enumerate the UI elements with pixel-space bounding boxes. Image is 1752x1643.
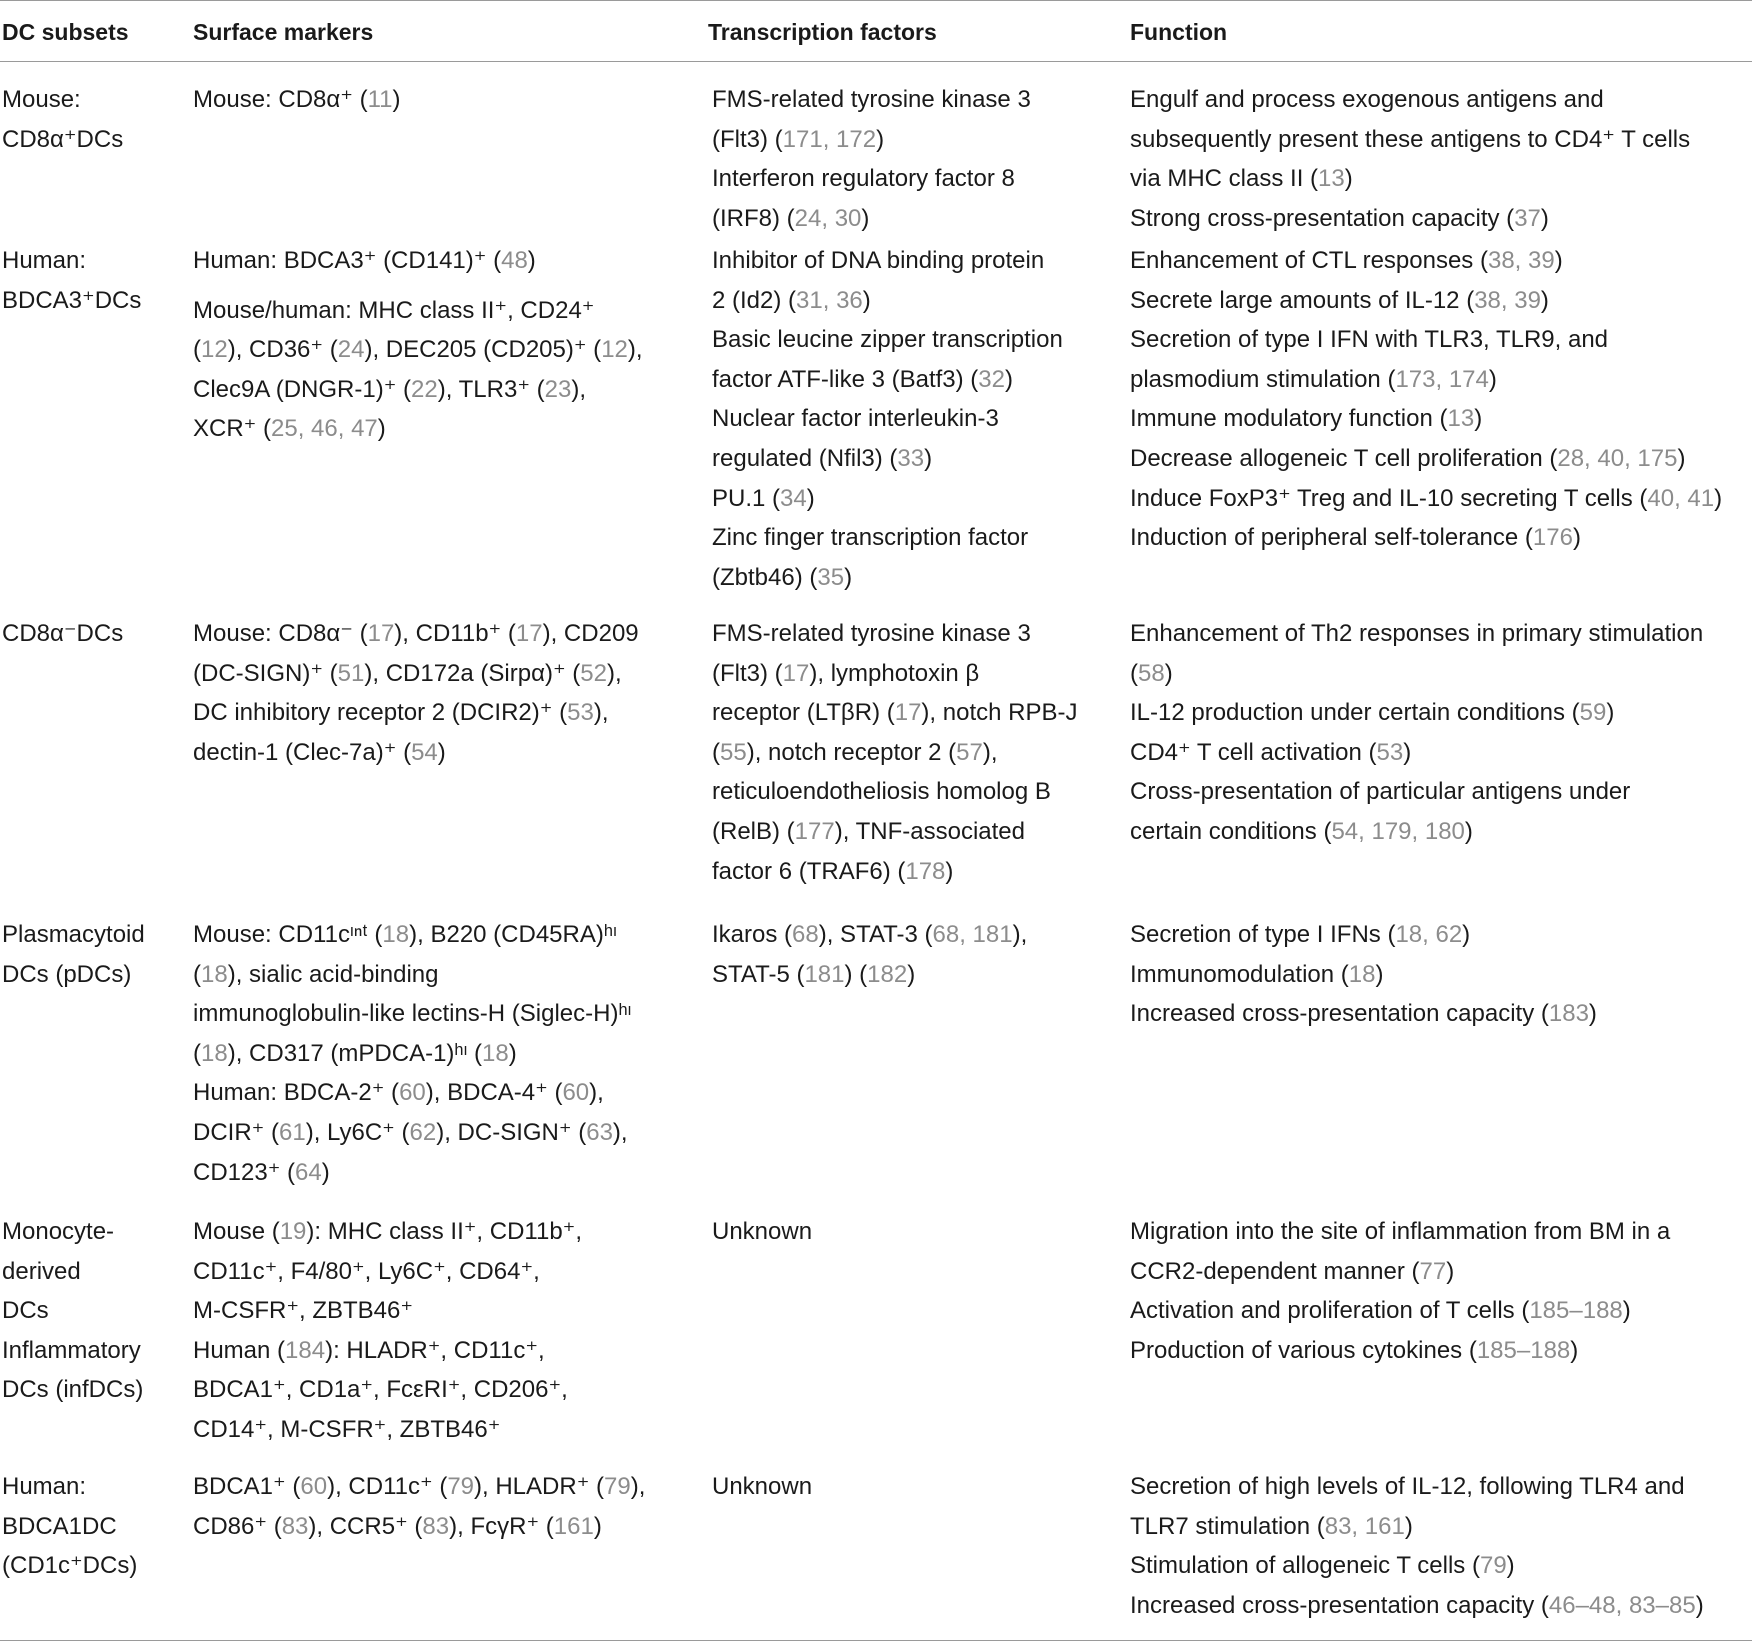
- cell-line: Increased cross-presentation capacity (46–48, 83–85): [1130, 1591, 1704, 1619]
- cell-line: Secretion of high levels of IL-12, following TLR4 and: [1130, 1473, 1685, 1500]
- cell-line: reticuloendotheliosis homolog B: [712, 778, 1051, 806]
- cell-line: Migration into the site of inflammation from BM in a: [1130, 1218, 1671, 1245]
- reference-number: 38, 39: [1474, 286, 1541, 314]
- reference-number: 83, 161: [1324, 1512, 1405, 1540]
- reference-number: 55: [720, 738, 747, 766]
- cell-line: Strong cross-presentation capacity (37): [1130, 204, 1549, 232]
- cell-line: Nuclear factor interleukin-3: [712, 405, 999, 433]
- cell-line: (Flt3) (171, 172): [712, 125, 885, 153]
- cell-line: IL-12 production under certain conditions (59): [1130, 699, 1615, 727]
- cell-line: Production of various cytokines (185–188): [1130, 1336, 1579, 1364]
- row-5-subset: [2, 1212, 143, 1410]
- reference-number: 28, 40, 175: [1557, 444, 1678, 472]
- cell-line: Mouse: CD8α⁺ (11): [193, 86, 401, 113]
- cell-line: Inflammatory: [2, 1336, 141, 1364]
- cell-line: factor ATF-like 3 (Batf3) (32): [712, 365, 1013, 393]
- reference-number: 12: [601, 336, 628, 364]
- cell-line: Unknown: [712, 1218, 813, 1245]
- reference-number: 17: [515, 620, 543, 647]
- reference-number: 59: [1579, 699, 1607, 727]
- reference-number: 22: [411, 375, 438, 403]
- reference-number: 60: [300, 1473, 328, 1500]
- reference-number: 24: [337, 336, 365, 364]
- row-2-tf: [712, 241, 1063, 597]
- row-4-function: [1130, 915, 1597, 1034]
- reference-number: 34: [780, 484, 807, 512]
- cell-line: DCs (pDCs): [2, 960, 132, 988]
- reference-number: 51: [337, 659, 365, 687]
- cell-line: derived: [2, 1257, 81, 1285]
- cell-line: Immune modulatory function (13): [1130, 405, 1483, 433]
- cell-line: BDCA1⁺ (60), CD11c⁺ (79), HLADR⁺ (79),: [193, 1473, 646, 1500]
- reference-number: 11: [367, 86, 393, 113]
- row-2-function: [1130, 241, 1722, 558]
- cell-line: Human: BDCA-2⁺ (60), BDCA-4⁺ (60),: [193, 1079, 604, 1107]
- reference-number: 13: [1447, 405, 1475, 433]
- reference-number: 40, 41: [1647, 484, 1715, 512]
- cell-line: Mouse: CD8α⁻ (17), CD11b⁺ (17), CD209: [193, 620, 639, 647]
- row-3-subset: [2, 614, 123, 654]
- reference-number: 79: [447, 1473, 475, 1500]
- cell-line: STAT-5 (181) (182): [712, 960, 916, 988]
- cell-line: (CD1c⁺DCs): [2, 1552, 138, 1580]
- row-5-markers: [193, 1212, 582, 1450]
- cell-line: Ikaros (68), STAT-3 (68, 181),: [712, 921, 1028, 948]
- cell-line: (Flt3) (17), lymphotoxin β: [712, 659, 980, 687]
- cell-line: Induction of peripheral self-tolerance (176): [1130, 524, 1581, 552]
- cell-line: Immunomodulation (18): [1130, 960, 1384, 988]
- reference-number: 18, 62: [1395, 921, 1463, 948]
- cell-line: XCR⁺ (25, 46, 47): [193, 415, 386, 443]
- reference-number: 83: [422, 1512, 450, 1540]
- reference-number: 183: [1548, 1000, 1589, 1028]
- cell-line: (RelB) (177), TNF-associated: [712, 817, 1026, 845]
- reference-number: 31, 36: [796, 286, 863, 314]
- cell-line: Secretion of type I IFNs (18, 62): [1130, 921, 1471, 948]
- reference-number: 184: [285, 1336, 326, 1364]
- reference-number: 83: [281, 1512, 309, 1540]
- cell-line: CD4⁺ T cell activation (53): [1130, 738, 1412, 766]
- reference-number: 48: [501, 247, 528, 274]
- cell-line: CD8α⁺DCs: [2, 125, 124, 153]
- cell-line: Engulf and process exogenous antigens and: [1130, 86, 1604, 113]
- reference-number: 32: [978, 365, 1005, 393]
- reference-number: 64: [295, 1158, 322, 1186]
- reference-number: 185–188: [1529, 1297, 1623, 1325]
- cell-line: Human (184): HLADR⁺, CD11c⁺,: [193, 1336, 545, 1364]
- header-surface-markers: Surface markers: [193, 19, 374, 45]
- table-bottom-rule: [0, 1640, 1752, 1641]
- cell-line: Basic leucine zipper transcription: [712, 326, 1063, 354]
- reference-number: 46–48, 83–85: [1548, 1591, 1696, 1619]
- reference-number: 25, 46, 47: [271, 415, 378, 443]
- reference-number: 18: [201, 960, 228, 988]
- cell-line: DC inhibitory receptor 2 (DCIR2)⁺ (53),: [193, 699, 609, 727]
- reference-number: 68, 181: [932, 921, 1013, 948]
- cell-line: M-CSFR⁺, ZBTB46⁺: [193, 1297, 414, 1325]
- reference-number: 63: [586, 1118, 613, 1146]
- cell-line: Secretion of type I IFN with TLR3, TLR9, and: [1130, 326, 1609, 354]
- row-3-tf: [712, 614, 1077, 891]
- reference-number: 17: [367, 620, 395, 647]
- reference-number: 161: [553, 1512, 594, 1540]
- reference-number: 53: [1376, 738, 1404, 766]
- reference-number: 171, 172: [782, 125, 877, 153]
- cell-line: certain conditions (54, 179, 180): [1130, 817, 1473, 845]
- cell-line: Decrease allogeneic T cell proliferation (28, 40, 175): [1130, 444, 1686, 472]
- reference-number: 185–188: [1476, 1336, 1571, 1364]
- row-6-function: [1130, 1467, 1704, 1625]
- cell-line: Induce FoxP3⁺ Treg and IL-10 secreting T cells (40, 41): [1130, 484, 1723, 512]
- cell-line: Secrete large amounts of IL-12 (38, 39): [1130, 286, 1549, 314]
- cell-line: DCs: [2, 1297, 49, 1325]
- cell-line: Plasmacytoid: [2, 921, 145, 948]
- reference-number: 18: [382, 921, 410, 948]
- cell-line: Interferon regulatory factor 8: [712, 165, 1015, 193]
- cell-line: Enhancement of Th2 responses in primary stimulation: [1130, 620, 1704, 647]
- cell-line: Stimulation of allogeneic T cells (79): [1130, 1552, 1515, 1580]
- reference-number: 12: [201, 336, 228, 364]
- cell-line: (58): [1130, 659, 1173, 687]
- reference-number: 60: [562, 1079, 590, 1107]
- reference-number: 62: [409, 1118, 437, 1146]
- row-1-tf: [712, 80, 1031, 238]
- reference-number: 24, 30: [794, 204, 862, 232]
- cell-line: Human: BDCA3⁺ (CD141)⁺ (48): [193, 247, 536, 274]
- table-header-rule: [0, 61, 1752, 62]
- header-function: Function: [1130, 19, 1228, 45]
- reference-number: 17: [894, 699, 922, 727]
- cell-line: (12), CD36⁺ (24), DEC205 (CD205)⁺ (12),: [193, 336, 643, 364]
- cell-line: Clec9A (DNGR-1)⁺ (22), TLR3⁺ (23),: [193, 375, 587, 403]
- row-5-function: [1130, 1212, 1670, 1370]
- cell-line: FMS-related tyrosine kinase 3: [712, 620, 1031, 647]
- reference-number: 23: [544, 375, 572, 403]
- reference-number: 79: [604, 1473, 631, 1500]
- cell-line: Increased cross-presentation capacity (183): [1130, 1000, 1597, 1028]
- header-transcription-factors: Transcription factors: [708, 19, 937, 45]
- cell-line: plasmodium stimulation (173, 174): [1130, 365, 1497, 393]
- reference-number: 79: [1479, 1552, 1507, 1580]
- reference-number: 182: [867, 960, 908, 988]
- reference-number: 19: [279, 1218, 307, 1245]
- reference-number: 68: [792, 921, 819, 948]
- cell-line: Mouse/human: MHC class II⁺, CD24⁺: [193, 296, 595, 324]
- cell-line: CD86⁺ (83), CCR5⁺ (83), FcγR⁺ (161): [193, 1512, 602, 1540]
- cell-line: (DC-SIGN)⁺ (51), CD172a (Sirpα)⁺ (52),: [193, 659, 622, 687]
- row-6-markers: [193, 1467, 645, 1546]
- reference-number: 35: [817, 563, 845, 591]
- reference-number: 18: [201, 1039, 228, 1067]
- cell-line: immunoglobulin-like lectins-H (Siglec-H)ʰᶦ: [193, 1000, 632, 1028]
- row-2-markers: [193, 241, 643, 449]
- cell-line: BDCA1⁺, CD1a⁺, FcεRI⁺, CD206⁺,: [193, 1376, 568, 1404]
- cell-line: factor 6 (TRAF6) (178): [712, 857, 954, 885]
- cell-line: PU.1 (34): [712, 484, 815, 512]
- cell-line: CD8α⁻DCs: [2, 620, 124, 647]
- reference-number: 77: [1419, 1257, 1447, 1285]
- cell-line: Unknown: [712, 1473, 813, 1500]
- row-3-markers: [193, 614, 639, 772]
- cell-line: TLR7 stimulation (83, 161): [1130, 1512, 1413, 1540]
- reference-number: 178: [905, 857, 946, 885]
- row-1-function: [1130, 80, 1690, 238]
- reference-number: 17: [782, 659, 810, 687]
- reference-number: 54, 179, 180: [1331, 817, 1465, 845]
- reference-number: 18: [1348, 960, 1376, 988]
- cell-line: (IRF8) (24, 30): [712, 204, 870, 232]
- cell-line: (Zbtb46) (35): [712, 563, 853, 591]
- cell-line: dectin-1 (Clec-7a)⁺ (54): [193, 738, 446, 766]
- reference-number: 13: [1318, 165, 1345, 193]
- cell-line: DCs (infDCs): [2, 1376, 144, 1404]
- cell-line: receptor (LTβR) (17), notch RPB-J: [712, 699, 1078, 727]
- row-3-function: [1130, 614, 1703, 852]
- cell-line: FMS-related tyrosine kinase 3: [712, 86, 1031, 113]
- table-top-rule: [0, 0, 1752, 1]
- row-2-subset: [2, 241, 141, 320]
- reference-number: 177: [794, 817, 835, 845]
- reference-number: 57: [956, 738, 983, 766]
- row-6-subset: [2, 1467, 137, 1586]
- cell-line: BDCA1DC: [2, 1512, 117, 1540]
- cell-line: Human:: [2, 247, 87, 274]
- cell-line: CD14⁺, M-CSFR⁺, ZBTB46⁺: [193, 1415, 501, 1443]
- cell-line: subsequently present these antigens to CD4⁺ T cells: [1130, 125, 1691, 153]
- cell-line: Human:: [2, 1473, 87, 1500]
- cell-line: Zinc finger transcription factor: [712, 524, 1029, 552]
- reference-number: 173, 174: [1395, 365, 1489, 393]
- cell-line: Inhibitor of DNA binding protein: [712, 247, 1045, 274]
- reference-number: 53: [567, 699, 594, 727]
- cell-line: regulated (Nfil3) (33): [712, 444, 933, 472]
- reference-number: 61: [279, 1118, 306, 1146]
- row-5-tf: [712, 1212, 812, 1252]
- cell-line: 2 (Id2) (31, 36): [712, 286, 871, 314]
- cell-line: CD11c⁺, F4/80⁺, Ly6C⁺, CD64⁺,: [193, 1257, 540, 1285]
- cell-line: (18), CD317 (mPDCA-1)ʰᶦ (18): [193, 1039, 517, 1067]
- cell-line: Enhancement of CTL responses (38, 39): [1130, 247, 1563, 274]
- reference-number: 52: [580, 659, 607, 687]
- cell-line: Activation and proliferation of T cells (185–188): [1130, 1297, 1631, 1325]
- cell-line: Mouse:: [2, 86, 81, 113]
- cell-line: DCIR⁺ (61), Ly6C⁺ (62), DC-SIGN⁺ (63),: [193, 1118, 628, 1146]
- row-4-markers: [193, 915, 631, 1192]
- cell-line: via MHC class II (13): [1130, 165, 1353, 193]
- reference-number: 58: [1138, 659, 1165, 687]
- row-4-tf: [712, 915, 1027, 994]
- cell-line: (55), notch receptor 2 (57),: [712, 738, 998, 766]
- cell-line: (18), sialic acid-binding: [193, 960, 439, 988]
- reference-number: 176: [1532, 524, 1573, 552]
- reference-number: 37: [1514, 204, 1541, 232]
- row-6-tf: [712, 1467, 812, 1507]
- reference-number: 181: [804, 960, 845, 988]
- reference-number: 38, 39: [1487, 247, 1555, 274]
- header-dc-subsets: DC subsets: [2, 19, 129, 45]
- reference-number: 60: [399, 1079, 426, 1107]
- row-4-subset: [2, 915, 145, 994]
- cell-line: Mouse (19): MHC class II⁺, CD11b⁺,: [193, 1218, 583, 1245]
- cell-line: CCR2-dependent manner (77): [1130, 1257, 1455, 1285]
- reference-number: 18: [482, 1039, 509, 1067]
- cell-line: Mouse: CD11cᶦⁿᵗ (18), B220 (CD45RA)ʰᶦ: [193, 921, 617, 948]
- reference-number: 54: [411, 738, 438, 766]
- row-1-subset: [2, 80, 123, 159]
- cell-line: Monocyte-: [2, 1218, 115, 1245]
- cell-line: CD123⁺ (64): [193, 1158, 330, 1186]
- cell-line: Cross-presentation of particular antigens under: [1130, 778, 1631, 806]
- reference-number: 33: [897, 444, 925, 472]
- row-1-markers: [193, 80, 401, 120]
- cell-line: BDCA3⁺DCs: [2, 286, 142, 314]
